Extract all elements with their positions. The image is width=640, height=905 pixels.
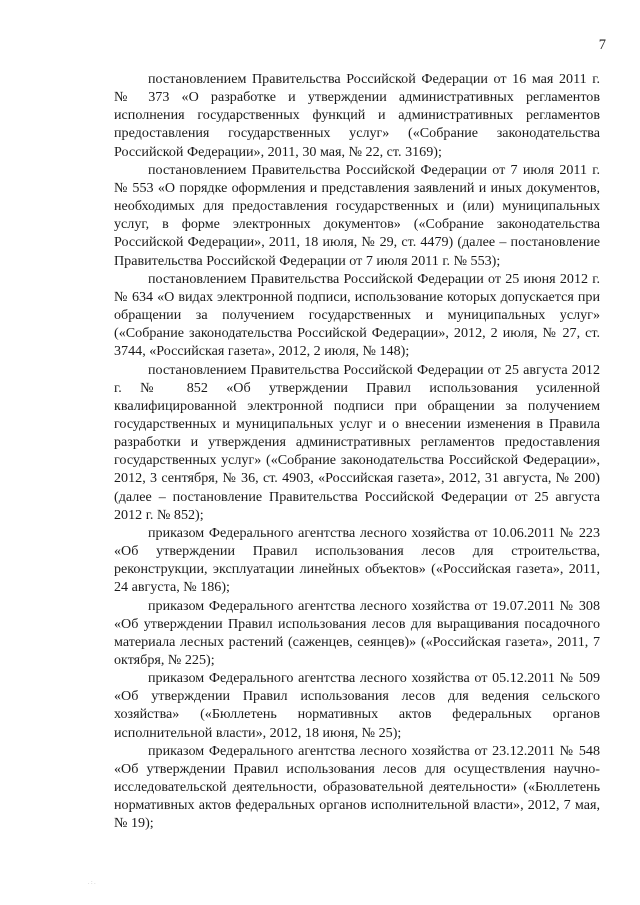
paragraph-resolution-852: постановлением Правительства Российской Федерации от 25 августа 2012 г. № 852 «Об утверждении Правил использования усиленной квалифицированной электронной подписи при обращении за получением государственных и муниципальных услуг и о внесении изменения в Правила разработки и утверждения административных регламентов предоставления государственных услуг» («Собрание законодательства Российской Федерации», 2012, 3 сентября, № 36, ст. 4903, «Российская газета», 2012, 31 августа, № 200) (далее – постановление Правительства Российской Федерации от 25 августа 2012 г. № 852); — [114, 361, 600, 523]
paragraph-order-223: приказом Федерального агентства лесного хозяйства от 10.06.2011 № 223 «Об утверждении Правил использования лесов для строительства, реконструкции, эксплуатации линейных объектов» («Российская газета», 2011, 24 августа, № 186); — [114, 524, 600, 596]
paragraph-order-308: приказом Федерального агентства лесного хозяйства от 19.07.2011 № 308 «Об утверждении Правил использования лесов для выращивания посадочного материала лесных растений (саженцев, сеянцев)» («Российская газета», 2011, 7 октября, № 225); — [114, 597, 600, 668]
paragraph-order-509: приказом Федерального агентства лесного хозяйства от 05.12.2011 № 509 «Об утверждении Правил использования лесов для ведения сельского хозяйства» («Бюллетень нормативных актов федеральных органов исполнительной власти», 2012, 18 июня, № 25); — [114, 670, 600, 741]
paragraph-resolution-634: постановлением Правительства Российской Федерации от 25 июня 2012 г. № 634 «О видах электронной подписи, использование которых допускается при обращении за получением государственных и муниципальных услуг» («Собрание законодательства Российской Федерации», 2012, 2 июля, № 27, ст. 3744, «Российская газета», 2012, 2 июля, № 148); — [114, 270, 600, 360]
document-body — [114, 70, 600, 833]
paragraph-order-548: приказом Федерального агентства лесного хозяйства от 23.12.2011 № 548 «Об утверждении Правил использования лесов для осуществления научно-исследовательской деятельности, образовательной деятельности» («Бюллетень нормативных актов федеральных органов исполнительной власти», 2012, 7 мая, № 19); — [114, 742, 600, 832]
paragraph-resolution-553: постановлением Правительства Российской Федерации от 7 июля 2011 г. № 553 «О порядке оформления и представления заявлений и иных документов, необходимых для предоставления государственных и (или) муниципальных услуг, в форме электронных документов» («Собрание законодательства Российской Федерации», 2011, 18 июля, № 29, ст. 4479) (далее – постановление Правительства Российской Федерации от 7 июля 2011 г. № 553); — [114, 161, 600, 269]
paragraph-resolution-373: постановлением Правительства Российской Федерации от 16 мая 2011 г. № 373 «О разработке и утверждении административных регламентов исполнения государственных функций и административных регламентов предоставления государственных услуг» («Собрание законодательства Российской Федерации», 2011, 30 мая, № 22, ст. 3169); — [114, 71, 600, 160]
scan-mark: . : . — [88, 880, 96, 886]
page-number: 7 — [598, 37, 606, 53]
